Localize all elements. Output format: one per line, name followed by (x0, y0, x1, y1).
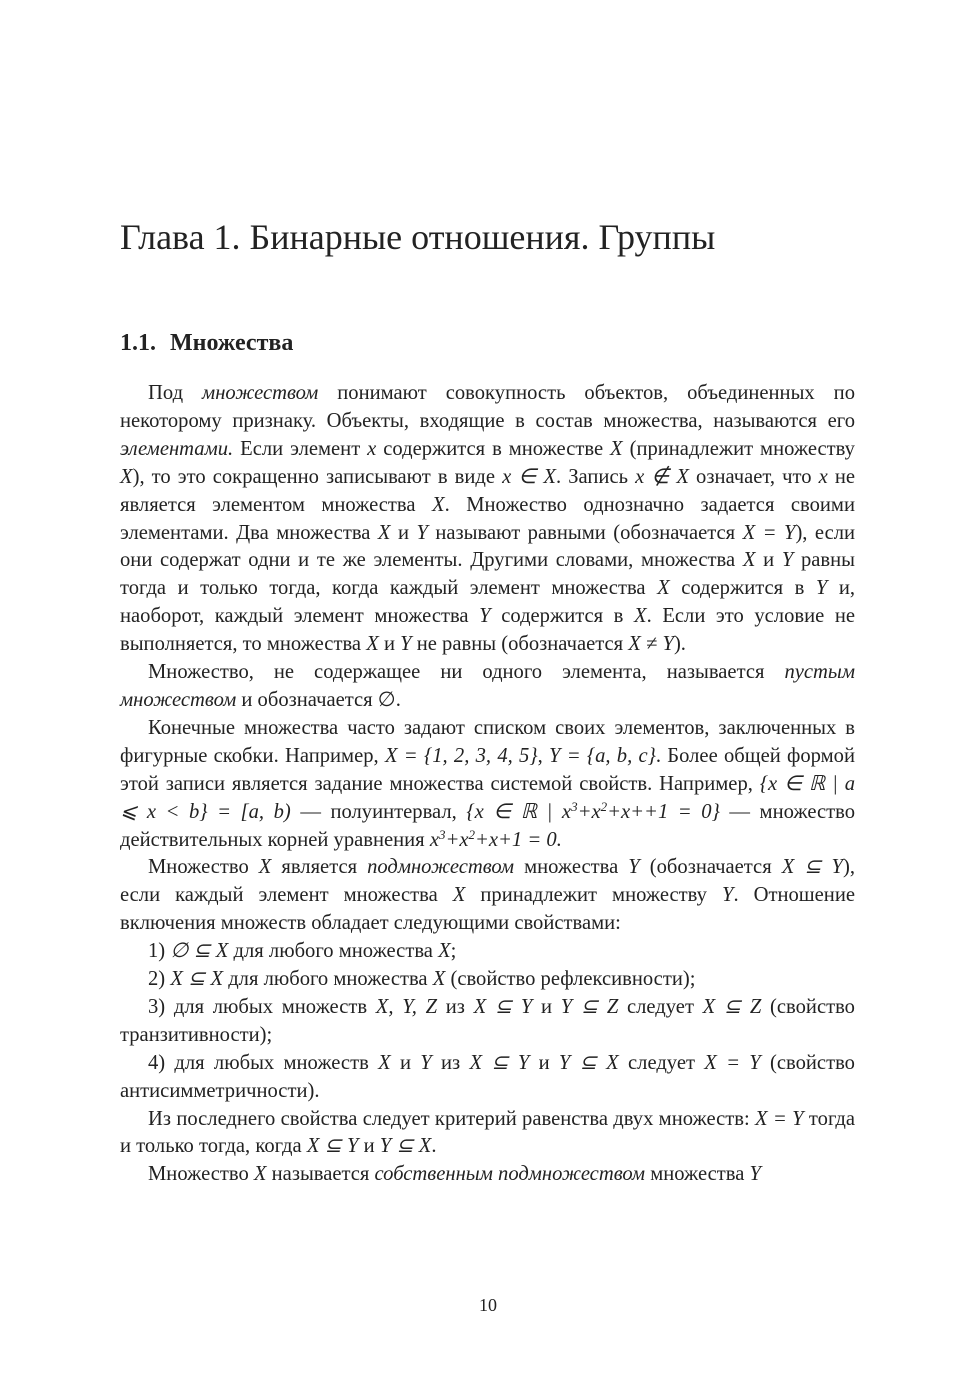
chapter-title: Глава 1. Бинарные отношения. Группы (120, 217, 716, 257)
formula-interval: {x ∈ ℝ | a ⩽ x < b} = [a, b) (120, 772, 855, 823)
formula-Y-set: Y = {a, b, c} (548, 744, 656, 767)
formula-equation: $x^3+x^2+x+1 = 0$. (429, 826, 562, 851)
formula-X-eq-Y: X = Y (742, 521, 796, 544)
section-heading (120, 330, 293, 357)
term-subset: подмножеством (367, 856, 515, 879)
formula-X-neq-Y: X ≠ Y (628, 633, 674, 656)
formula-x-in-X: x ∈ X (502, 465, 556, 488)
list-item-property-4: 4) для любых множеств X и Y из X ⊆ Y и Y ⊆ X следует X = Y (свойство антисимметричности). (120, 1051, 855, 1102)
formula-empty: ∅. (377, 688, 401, 711)
formula-x-notin-X: x ∉ X (635, 465, 689, 488)
section-number: 1.1. (120, 330, 156, 356)
paragraph-definition-set: Под множеством понимают совокупность объектов, объединенных по некоторому признаку. Объекты, входящие в состав множества, называются его элементами. Если элемент x содержится в множестве X (принадлежит множеству X), то это сокращенно записывают в виде x ∈ X. Запись x ∉ X означает, что x не является элементом множества X. Множество однозначно задается своими элементами. Два множества X и Y называют равными (обозначается X = Y), если они содержат одни и те же элементы. Другими словами, множества X и Y равны тогда и только тогда, когда каждый элемент множества X содержится в Y и, наоборот, каждый элемент множества Y содержится в X. Если это условие не выполняется, то множества X и Y не равны (обозначается X ≠ Y). (120, 382, 856, 656)
term-proper-subset: собственным подмножеством (374, 1163, 646, 1186)
paragraph-empty-set: Множество, не содержащее ни одного элемента, называется пустым множеством и обозначается ∅. (120, 661, 855, 711)
list-item-property-2: 2) X ⊆ X для любого множества X (свойство рефлексивности); (148, 968, 696, 991)
term-empty-set: пустым множеством (120, 661, 855, 711)
section-title: Множества (170, 330, 294, 356)
term-set: множеством (202, 382, 319, 404)
formula-X-set: X = {1, 2, 3, 4, 5} (384, 744, 538, 767)
list-item-property-1: 1) ∅ ⊆ X для любого множества X; (148, 940, 457, 963)
paragraph-equality-criterion: Из последнего свойства следует критерий равенства двух множеств: X = Y тогда и только тогда, когда X ⊆ Y и Y ⊆ X. (120, 1107, 855, 1158)
body-text (120, 380, 855, 1189)
formula-roots-set: {x ∈ ℝ | $x^3+x^2+x++1 = 0$} (466, 798, 720, 823)
paragraph-finite-sets: Конечные множества часто задают списком своих элементов, заключенных в фигурные скобки. Например, X = {1, 2, 3, 4, 5}, Y = {a, b, c}. Более общей формой этой записи является задание множества системой свойств. Например, {x ∈ ℝ | a ⩽ x < b} = [a, b) — полуинтервал, {x ∈ ℝ | $x^3+x^2+x++1 = 0$} — множество действительных корней уравнения $x^3+x^2+x+1 = 0$. (120, 716, 856, 851)
list-item-property-3: 3) для любых множеств X, Y, Z из X ⊆ Y и Y ⊆ Z следует X ⊆ Z (свойство транзитивности); (120, 995, 855, 1046)
paragraph-proper-subset: Множество X называется собственным подмножеством множества Y (148, 1163, 761, 1186)
paragraph-subset: Множество X является подмножеством множества Y (обозначается X ⊆ Y), если каждый элемент множества X принадлежит множеству Y. Отношение включения множеств обладает следующими свойствами: (120, 856, 856, 935)
page-number: 10 (479, 1295, 497, 1315)
term-elements: элементами. (120, 437, 234, 460)
